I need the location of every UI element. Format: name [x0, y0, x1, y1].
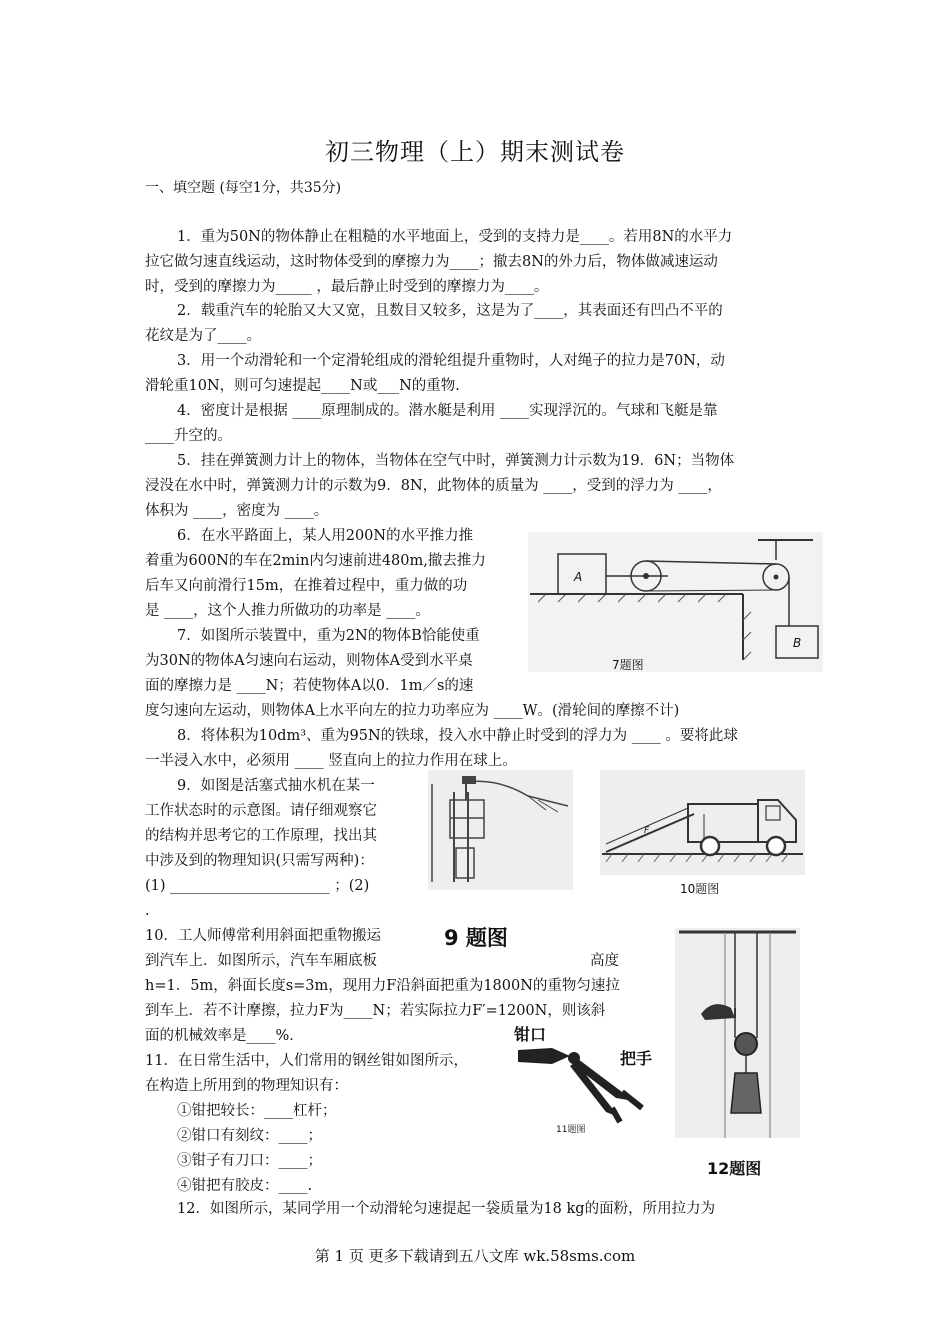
text-line: 2．载重汽车的轮胎又大又宽，且数目又较多，这是为了____，其表面还有凹凸不平的	[177, 303, 723, 319]
text-line: ④钳把有胶皮：____.	[177, 1178, 313, 1194]
text-line: 的结构并思考它的工作原理，找出其	[145, 828, 377, 844]
text-line: 到车上．若不计摩擦，拉力F为____N；若实际拉力F′=1200N，则该斜	[145, 1003, 606, 1019]
section-heading: 一、填空题 (每空1分，共35分)	[145, 180, 342, 196]
page-footer: 第 1 页 更多下载请到五八文库 wk.58sms.com	[314, 1247, 636, 1265]
text-line: 高度	[590, 953, 619, 969]
text-line: ②钳口有刻纹：____；	[177, 1128, 322, 1144]
text-line: 10．工人师傅常利用斜面把重物搬运	[145, 928, 381, 944]
text-line: 为30N的物体A匀速向右运动，则物体A受到水平桌	[145, 653, 473, 669]
text-line: 在构造上所用到的物理知识有：	[145, 1078, 348, 1094]
text-line: 时，受到的摩擦力为_____ ，最后静止时受到的摩擦力为____。	[145, 279, 549, 295]
text-line: 浸没在水中时，弹簧测力计的示数为9．8N，此物体的质量为 ____，受到的浮力为 ____，	[145, 478, 722, 494]
text-line: 7．如图所示装置中，重为2N的物体B恰能使重	[177, 628, 480, 644]
text-line: 工作状态时的示意图。请仔细观察它	[145, 803, 377, 819]
text-line: 面的机械效率是____%．	[145, 1028, 304, 1044]
text-line: ③钳子有刀口：____；	[177, 1153, 322, 1169]
text-line: 到汽车上．如图所示，汽车车厢底板	[145, 953, 377, 969]
text-line: 5．挂在弹簧测力计上的物体，当物体在空气中时，弹簧测力计示数为19．6N；当物体	[177, 453, 735, 469]
page-title: 初三物理（上）期末测试卷	[325, 138, 625, 166]
text-line: 面的摩擦力是 ____N；若使物体A以0．1m／s的速	[145, 678, 474, 694]
figure-9-diagram	[428, 770, 573, 890]
figure-11-label-handle: 把手	[620, 1049, 653, 1068]
text-line: 1．重为50N的物体静止在粗糙的水平地面上，受到的支持力是____。若用8N的水平力	[177, 229, 733, 245]
text-line: 3．用一个动滑轮和一个定滑轮组成的滑轮组提升重物时，人对绳子的拉力是70N，动	[177, 353, 725, 369]
text-line: 8．将体积为10dm³、重为95N的铁球，投入水中静止时受到的浮力为 ____ 。要将此球	[177, 728, 738, 744]
text-line: ①钳把较长：____杠杆；	[177, 1103, 337, 1119]
figure-11-label-jaw: 钳口	[514, 1025, 547, 1044]
text-line: 9．如图是活塞式抽水机在某一	[177, 778, 375, 794]
figure-11-caption: 11题图	[556, 1125, 586, 1135]
text-line: 6．在水平路面上，某人用200N的水平推力推	[177, 528, 474, 544]
figure-10	[600, 770, 805, 898]
figure-7-label-a: A	[574, 570, 583, 584]
figure-10-caption: 10题图	[680, 882, 720, 896]
text-line: 12．如图所示，某同学用一个动滑轮匀速提起一袋质量为18 kg的面粉，所用拉力为	[177, 1201, 716, 1217]
figure-7	[528, 532, 823, 672]
figure-9	[428, 770, 573, 890]
text-line: 体积为 ____，密度为 ____。	[145, 503, 329, 519]
figure-12-diagram	[675, 928, 800, 1138]
figure-11	[512, 1022, 662, 1140]
text-line: 滑轮重10N，则可匀速提起____N或___N的重物.	[145, 378, 460, 394]
text-line: 拉它做匀速直线运动，这时物体受到的摩擦力为____；撤去8N的外力后，物体做减速运动	[145, 254, 718, 270]
figure-10-label-f: F	[644, 826, 650, 836]
text-line: 11．在日常生活中，人们常用的钢丝钳如图所示，	[145, 1053, 468, 1069]
figure-12	[675, 928, 800, 1178]
text-line: 中涉及到的物理知识(只需写两种)：	[145, 853, 374, 869]
text-line: 一半浸入水中，必须用 ____ 竖直向上的拉力作用在球上。	[145, 753, 517, 769]
text-line: 4．密度计是根据 ____原理制成的。潜水艇是利用 ____实现浮沉的。气球和飞艇是靠	[177, 403, 718, 419]
text-line: 是 ____，这个人推力所做功的功率是 ____。	[145, 603, 430, 619]
figure-7-label-b: B	[793, 636, 802, 650]
text-line: (1) ______________________ ；(2)	[145, 878, 370, 894]
figure-7-caption: 7题图	[612, 658, 644, 672]
text-line: 度匀速向左运动，则物体A上水平向左的拉力功率应为 ____W。(滑轮间的摩擦不计)	[145, 703, 680, 719]
figure-9-caption: 9 题图	[444, 926, 508, 950]
text-line: ____升空的。	[145, 428, 232, 444]
text-line: 花纹是为了____。	[145, 328, 261, 344]
text-line: .	[145, 903, 150, 919]
figure-12-caption: 12题图	[707, 1159, 762, 1178]
figure-7-diagram	[528, 532, 823, 672]
figure-10-diagram	[600, 770, 805, 875]
text-line: 着重为600N的车在2min内匀速前进480m,撤去推力	[145, 553, 486, 569]
text-line: 后车又向前滑行15m，在推着过程中，重力做的功	[145, 578, 468, 594]
text-line: h=1．5m，斜面长度s=3m，现用力F沿斜面把重为1800N的重物匀速拉	[145, 978, 620, 994]
